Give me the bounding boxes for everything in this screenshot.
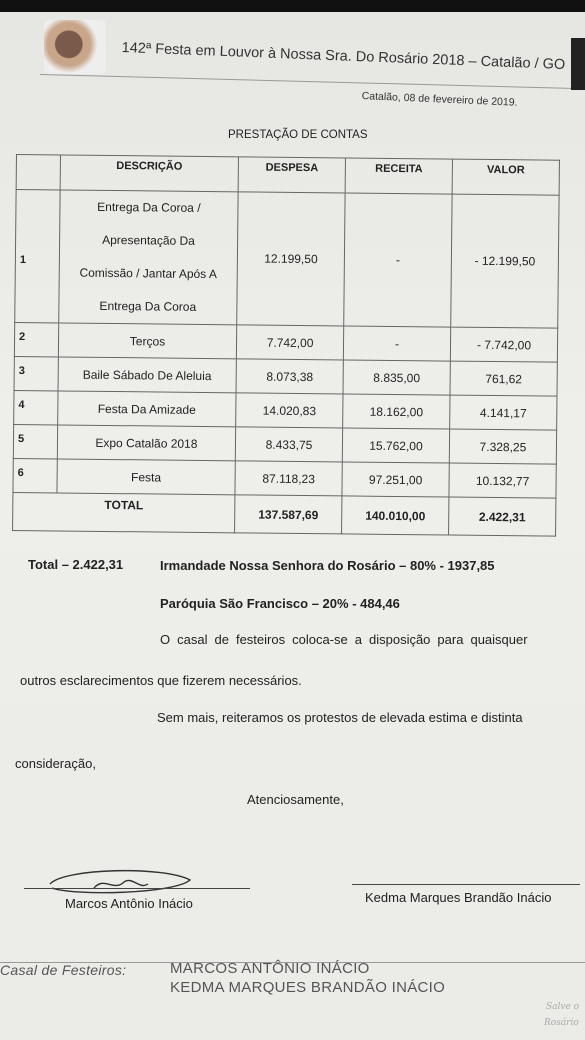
total-label: TOTAL bbox=[13, 492, 235, 532]
header-title: 142ª Festa em Louvor à Nossa Sra. Do Rosário 2018 – Catalão / GO bbox=[121, 40, 566, 74]
accounts-table bbox=[12, 154, 560, 537]
paragraph-1-line-2: outros esclarecimentos que fizerem necessários. bbox=[20, 673, 302, 688]
row-description: Terços bbox=[58, 323, 237, 359]
row-despesa: 8.073,38 bbox=[236, 359, 343, 394]
total-receita: 140.010,00 bbox=[342, 496, 449, 535]
row-valor: 10.132,77 bbox=[449, 463, 556, 498]
table-row bbox=[14, 322, 557, 362]
total-valor: 2.422,31 bbox=[449, 497, 556, 536]
header-despesa: DESPESA bbox=[238, 157, 345, 193]
signature-line-left bbox=[24, 888, 250, 889]
footer-name-2: KEDMA MARQUES BRANDÃO INÁCIO bbox=[170, 979, 446, 996]
row-despesa: 12.199,50 bbox=[237, 192, 345, 326]
row-receita: - bbox=[344, 193, 452, 327]
summary-irmandade: Irmandade Nossa Senhora do Rosário – 80% - 1937,85 bbox=[160, 558, 495, 573]
row-description: Baile Sábado De Aleluia bbox=[58, 357, 237, 393]
row-number: 4 bbox=[14, 390, 58, 424]
table-row bbox=[13, 458, 556, 498]
row-despesa: 7.742,00 bbox=[236, 325, 343, 360]
row-number: 6 bbox=[13, 458, 57, 492]
stamp-text-1: Salve o bbox=[546, 1002, 580, 1012]
document-title: PRESTAÇÃO DE CONTAS bbox=[228, 129, 368, 141]
header-number bbox=[16, 155, 60, 190]
table-row bbox=[13, 424, 556, 464]
table-row bbox=[14, 356, 557, 396]
document-date: Catalão, 08 de fevereiro de 2019. bbox=[361, 90, 518, 109]
signature-name-left: Marcos Antônio Inácio bbox=[65, 896, 193, 911]
paragraph-1-line-1: O casal de festeiros coloca-se a disposição para quaisquer bbox=[160, 632, 528, 647]
footer-label: Casal de Festeiros: bbox=[0, 962, 127, 978]
header-descricao: DESCRIÇÃO bbox=[60, 155, 239, 192]
description-line: Entrega Da Coroa / bbox=[97, 199, 201, 215]
table-total-row bbox=[13, 492, 556, 536]
row-receita: 15.762,00 bbox=[342, 428, 449, 463]
header-divider bbox=[40, 74, 585, 89]
row-despesa: 14.020,83 bbox=[236, 393, 343, 428]
paragraph-2-line-2: consideração, bbox=[15, 756, 96, 771]
total-despesa: 137.587,69 bbox=[235, 495, 342, 534]
closing: Atenciosamente, bbox=[247, 792, 344, 807]
row-description bbox=[59, 190, 239, 325]
our-lady-logo-icon bbox=[44, 20, 106, 74]
row-receita: 18.162,00 bbox=[343, 394, 450, 429]
row-receita: 97.251,00 bbox=[342, 462, 449, 497]
row-valor: - 7.742,00 bbox=[450, 327, 557, 362]
header-valor: VALOR bbox=[452, 159, 559, 195]
table-header-row bbox=[16, 155, 559, 196]
summary-total: Total – 2.422,31 bbox=[28, 557, 124, 572]
table-row bbox=[14, 390, 557, 430]
row-number: 3 bbox=[14, 356, 58, 390]
document-page bbox=[0, 12, 585, 1040]
footer-name-1: MARCOS ANTÔNIO INÁCIO bbox=[170, 960, 370, 977]
row-valor: 761,62 bbox=[450, 361, 557, 396]
row-description: Expo Catalão 2018 bbox=[57, 425, 236, 461]
row-despesa: 8.433,75 bbox=[235, 427, 342, 462]
row-despesa: 87.118,23 bbox=[235, 461, 342, 496]
row-receita: - bbox=[343, 326, 450, 361]
header-receita: RECEITA bbox=[345, 158, 452, 194]
stamp-text-2: Rosário bbox=[544, 1018, 579, 1028]
description-line: Apresentação Da bbox=[102, 232, 195, 248]
row-valor: 4.141,17 bbox=[450, 395, 557, 430]
summary-paroquia: Paróquia São Francisco – 20% - 484,46 bbox=[160, 596, 400, 611]
row-receita: 8.835,00 bbox=[343, 360, 450, 395]
photo-dark-corner bbox=[571, 38, 585, 90]
row-number: 5 bbox=[13, 424, 57, 458]
description-line: Comissão / Jantar Após A bbox=[79, 265, 217, 282]
paragraph-2-line-1: Sem mais, reiteramos os protestos de elevada estima e distinta bbox=[157, 710, 523, 725]
row-number: 2 bbox=[14, 322, 58, 356]
row-description: Festa bbox=[57, 459, 236, 495]
description-line: Entrega Da Coroa bbox=[99, 298, 197, 314]
row-valor: 7.328,25 bbox=[449, 429, 556, 464]
row-description: Festa Da Amizade bbox=[57, 391, 236, 427]
signature-line-right bbox=[352, 884, 580, 885]
row-number: 1 bbox=[15, 190, 60, 323]
signature-name-right: Kedma Marques Brandão Inácio bbox=[365, 890, 552, 905]
row-valor: - 12.199,50 bbox=[451, 194, 559, 328]
table-row bbox=[15, 190, 559, 329]
